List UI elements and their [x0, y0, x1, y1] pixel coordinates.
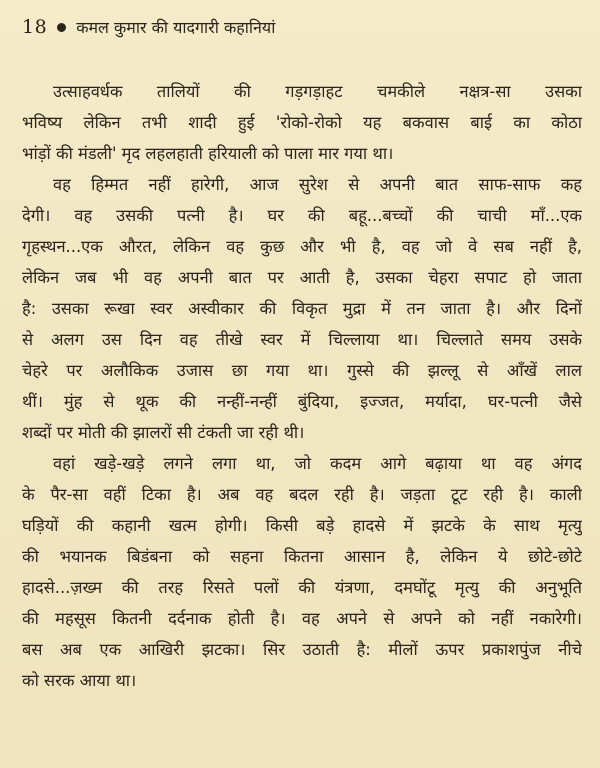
paragraph: [22, 448, 582, 696]
text-line: उत्साहवर्धक तालियों की गड़गड़ाहट चमकीले नक्षत्र-सा उसका: [53, 82, 582, 101]
text-line: के पैर-सा वहीं टिका है। अब वह बदल रही है। जड़ता टूट रही है। काली: [22, 485, 582, 504]
text-line: वह हिम्मत नहीं हारेगी, आज सुरेश से अपनी बात साफ-साफ कह: [53, 175, 582, 194]
text-line: बस अब एक आखिरी झटका। सिर उठाती है: मीलों ऊपर प्रकाशपुंज नीचे: [22, 640, 582, 659]
page-number: 18: [22, 16, 48, 38]
text-line: की भयानक बिडंबना को सहना कितना आसान है, लेकिन ये छोटे-छोटे: [22, 547, 582, 566]
page-header: [22, 14, 275, 40]
text-line: शब्दों पर मोती की झालरों सी टंकती जा रही थी।: [22, 423, 305, 442]
running-title: कमल कुमार की यादगारी कहानियां: [76, 18, 276, 37]
paragraph: [22, 169, 582, 448]
text-line: थीं। मुंह से थूक की नन्हीं-नन्हीं बुंदिया, इज्जत, मर्यादा, घर-पत्नी जैसे: [22, 392, 582, 411]
text-line: भांड़ों की मंडली' मृद लहलहाती हरियाली को पाला मार गया था।: [22, 144, 394, 163]
paragraph: [22, 76, 582, 169]
text-line: लेकिन जब भी वह अपनी बात पर आती है, उसका चेहरा सपाट हो जाता: [22, 268, 582, 287]
text-line: है: उसका रूखा स्वर अस्वीकार की विकृत मुद्रा में तन जाता है। और दिनों: [22, 299, 582, 318]
text-line: की महसूस कितनी दर्दनाक होती है। वह अपने से अपने को नहीं नकारेगी।: [22, 609, 582, 628]
text-line: को सरक आया था।: [22, 671, 137, 690]
text-line: घड़ियों की कहानी खत्म होगी। किसी बड़े हादसे में झटके के साथ मृत्यु: [22, 516, 582, 535]
text-line: चेहरे पर अलौकिक उजास छा गया था। गुस्से की झल्लू से आँखें लाल: [22, 361, 582, 380]
text-line: से अलग उस दिन वह तीखे स्वर में चिल्लाया था। चिल्लाते समय उसके: [22, 330, 582, 349]
text-line: देगी। वह उसकी पत्नी है। घर की बहू...बच्चों की चाची माँ...एक: [22, 206, 582, 225]
text-line: हादसे...ज़ख्म की तरह रिसते पलों की यंत्रणा, दमघोंटू मृत्यु की अनुभूति: [22, 578, 582, 597]
bullet-icon: [57, 23, 66, 32]
text-line: गृहस्थन...एक औरत, लेकिन वह कुछ और भी है, वह जो वे सब नहीं है,: [22, 237, 582, 256]
body-text: [22, 76, 582, 696]
text-line: भविष्य लेकिन तभी शादी हुई 'रोको-रोको यह बकवास बाई का कोठा: [22, 113, 582, 132]
text-line: वहां खड़े-खड़े लगने लगा था, जो कदम आगे बढ़ाया था वह अंगद: [53, 454, 582, 473]
